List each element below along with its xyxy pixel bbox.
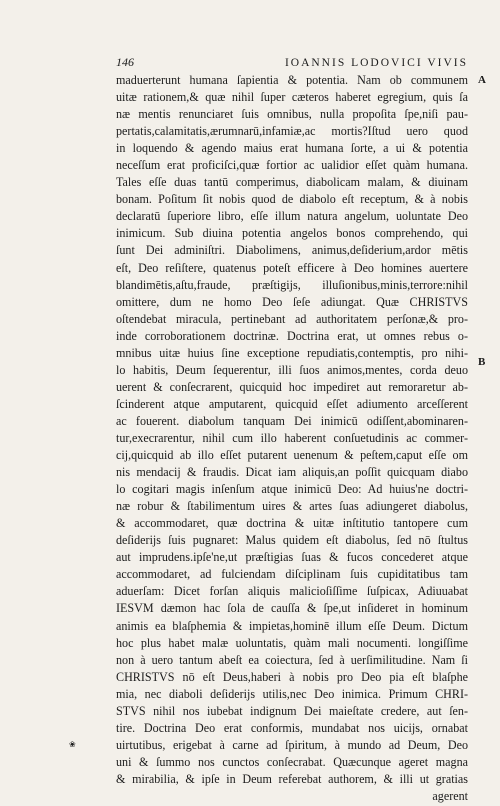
text-line: ſcinderent atque amputarent, quicquid eſſet adiumento arceſſerent <box>116 396 468 411</box>
text-line: pertatis,calamitatis,ærumnarū,infamiæ,ac mortis?Iſtud uero quod <box>116 124 468 139</box>
text-line: blandimētis,aſtu,fraude, præſtigijs, illuſionibus,minis,terrore:nihil <box>116 277 468 292</box>
page-number: 146 <box>116 55 134 69</box>
text-line: aut imprudens.ipſe'ne,ut præſtigias ſuas & fucos concederet atque <box>116 550 468 565</box>
text-line: agerent <box>432 788 468 803</box>
text-line: nis mendacij & fraudis. Dicat iam aliquis,an poſſit quicquam diabo <box>116 465 468 480</box>
text-line: deſiderijs ſuis pugnaret: Malus quidem eſt diabolus, ſed nō ſtultus <box>116 533 468 548</box>
text-line: & accommodaret, quæ doctrina & uitæ inſtitutio tantopere cum <box>116 516 468 531</box>
margin-letter-a: A <box>478 74 486 86</box>
text-line: neceſſum erat proficiſci,quæ fortior ac ualidior eſſet quàm humana. <box>116 158 468 173</box>
text-line: omittere, dum ne homo Deo ſeſe adiungat. Quæ CHRISTVS <box>116 294 468 309</box>
text-line: CHRISTVS nō eſt Deus,haberi à nobis pro Deo pia eſt blaſphe <box>116 669 468 684</box>
text-line: hoc plus habet malæ uoluntatis, quàm mali nocumenti. longiſſime <box>116 635 468 650</box>
text-line: uerent & conſecrarent, quicquid hoc impediret aut remoraretur ab- <box>116 379 468 394</box>
text-line: accommodaret, ad fulciendam diſciplinam ſuis cupiditatibus tam <box>116 567 468 582</box>
text-line: Tales eſſe duas tantū comperimus, diabolicam malam, & diuinam <box>116 175 468 190</box>
text-line: lo cogitari magis inſenſum atque inimicū Deo: Ad huius'ne doctri- <box>116 482 468 497</box>
text-line: uitæ rationem,& quæ nihil ſuper cæteros haberet egregium, quis ſa <box>116 90 468 105</box>
text-line: declaratū ſuperiore libro, eſſe illum natura angelum, uoluntate Deo <box>116 209 468 224</box>
text-line: & mirabilia, & ipſe in Deum referebat authorem, & illi ut gratias <box>116 771 468 786</box>
text-line: aduerſam: Dicet forſan aliquis malicioſiſſime ſuſpicax, Adiuuabat <box>116 584 468 599</box>
text-line: maduerterunt humana ſapientia & potentia. Nam ob communem <box>116 73 468 87</box>
text-line: eſt, Deo reſiſtere, quatenus poteſt efficere à Deo homines auertere <box>116 260 468 275</box>
ornament-icon: ❀ <box>69 740 76 749</box>
text-line: bonam. Poſitum ſit nobis quod de diabolo eſt receptum, & à nobis <box>116 192 468 207</box>
margin-letter-b: B <box>478 356 486 368</box>
text-line: mia, nec diaboli deſiderijs utilis,nec Deo inimica. Primum CHRI- <box>116 686 468 701</box>
body-text <box>116 72 468 805</box>
running-head: IOANNIS LODOVICI VIVIS <box>284 57 468 69</box>
text-line: animis ea blaſphemia & impietas,hominē illum eſſe Deum. Dictum <box>116 618 468 633</box>
text-line: tire. Doctrina Deo erat conformis, mundabat nos uicijs, ornabat <box>116 720 468 735</box>
text-line: næ mentis renunciaret ſuis omnibus, nulla propoſita ſpe,niſi pau- <box>116 107 468 122</box>
text-line: ac fouerent. diabolum tanquam Dei inimicū odiſſent,abominaren- <box>116 413 468 428</box>
text-line: non à uero tantum abeſt ea coiectura, ſed à uerſimilitudine. Nam ſi <box>116 652 468 667</box>
text-line: uirtutibus, erigebat à carne ad ſpiritum, à mundo ad Deum, Deo <box>116 737 468 752</box>
text-line: mnibus uitæ huius ſine exceptione repudiatis,contemptis, pro nihi- <box>116 345 468 360</box>
text-line: uni & ſummo nos cunctos conſecrabat. Quæcunque ageret magna <box>116 754 468 769</box>
text-line: in loquendo & agendo maius erat humana ſorte, a ui & potentia <box>116 141 468 156</box>
text-line: lo habitis, Deum ſequerentur, illi ſuos animos,mentes, corda deuo <box>116 362 468 377</box>
text-line: inde corroborationem doctrinæ. Doctrina erat, ut omnes rebus o- <box>116 328 468 343</box>
text-line: ſunt Dei adminiſtri. Diabolimens, animus,deſiderium,ardor mētis <box>116 243 468 258</box>
text-line: STVS nihil nos iubebat indignum Dei maieſtate credere, aut ſen- <box>116 703 468 718</box>
text-line: oſtendebat miracula, pertinebant ad authoritatem perſonæ,& pro- <box>116 311 468 326</box>
text-line: inimicum. Sub diuina potentia angelos bonos comprehendo, qui <box>116 226 468 241</box>
text-line: cij,quicquid ab illo eſſet putarent uenenum & peſtem,caput eſſe om <box>116 448 468 463</box>
text-line: IESVM dæmon hac ſola de cauſſa & ſpe,ut inſideret in hominum <box>116 601 468 616</box>
text-line: tur,execrarentur, nihil cum illo haberent conſuetudinis ac commer- <box>116 430 468 445</box>
page-header <box>116 55 468 70</box>
text-line: næ robur & ſtabilimentum uires & artes ſuas adiungeret diabolus, <box>116 499 468 514</box>
